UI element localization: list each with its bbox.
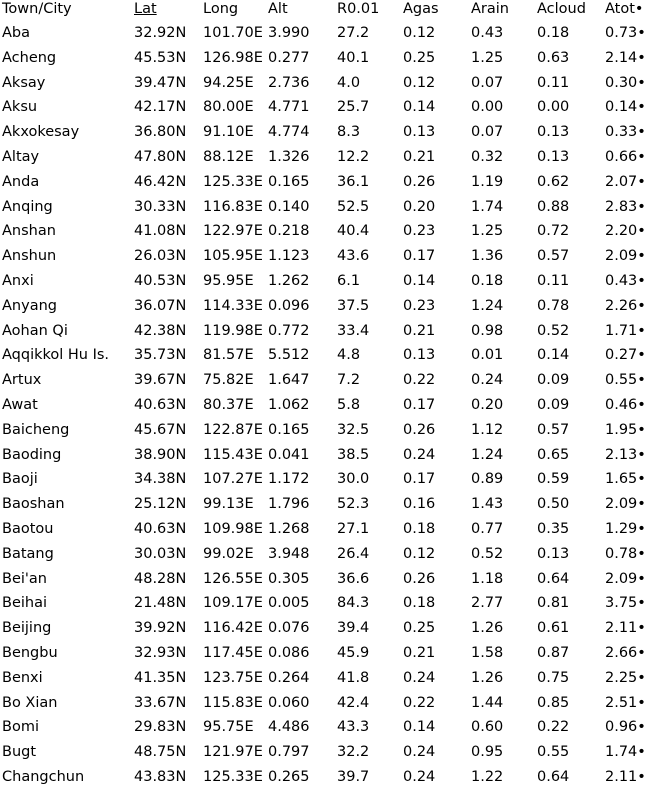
- cell-agas: 0.14: [403, 273, 436, 289]
- cell-atot: 1.65•: [605, 471, 646, 488]
- cell-lat: 34.38N: [134, 471, 187, 488]
- cell-lat: 30.03N: [134, 545, 187, 562]
- cell-acloud: 0.72: [537, 223, 570, 240]
- cell-alt: 1.062: [268, 397, 310, 413]
- cell-arain: 1.24: [471, 446, 504, 463]
- cell-town-city: Aohan Qi: [2, 322, 68, 339]
- cell-town-city: Acheng: [2, 49, 57, 66]
- cell-agas: 0.13: [403, 347, 436, 364]
- cell-long: 80.00E: [203, 99, 254, 116]
- cell-long: 109.17E: [203, 595, 263, 612]
- cell-agas: 0.23: [403, 223, 436, 240]
- cell-town-city: Batang: [2, 545, 54, 562]
- cell-long: 121.97E: [203, 744, 263, 761]
- cell-atot: 2.83•: [605, 198, 646, 215]
- cell-arain: 1.43: [471, 496, 504, 513]
- cell-acloud: 0.75: [537, 669, 570, 686]
- cell-town-city: Anqing: [2, 198, 53, 215]
- header-town-city: Town/City: [2, 1, 72, 17]
- cell-arain: 0.07: [471, 124, 504, 141]
- cell-town-city: Artux: [2, 372, 42, 389]
- cell-arain: 0.18: [471, 273, 504, 289]
- cell-r001: 39.7: [337, 769, 370, 785]
- cell-arain: 0.77: [471, 521, 504, 537]
- cell-town-city: Bugt: [2, 744, 37, 761]
- cell-r001: 45.9: [337, 645, 370, 661]
- cell-arain: 1.12: [471, 421, 504, 438]
- cell-alt: 1.647: [268, 372, 310, 389]
- cell-atot: 0.73•: [605, 25, 646, 41]
- cell-atot: 2.13•: [605, 446, 646, 463]
- cell-atot: 0.43•: [605, 273, 646, 289]
- cell-lat: 41.08N: [134, 223, 187, 240]
- cell-acloud: 0.13: [537, 545, 570, 562]
- cell-long: 115.83E: [203, 694, 263, 711]
- cell-atot: 1.74•: [605, 744, 646, 761]
- cell-agas: 0.17: [403, 471, 436, 488]
- cell-alt: 0.265: [268, 769, 310, 785]
- cell-town-city: Anda: [2, 173, 40, 190]
- cell-agas: 0.24: [403, 744, 436, 761]
- cell-atot: 2.11•: [605, 769, 646, 785]
- cell-r001: 84.3: [337, 595, 370, 612]
- cell-atot: 2.09•: [605, 496, 646, 513]
- cell-lat: 45.67N: [134, 421, 187, 438]
- cell-arain: 1.25: [471, 49, 504, 66]
- cell-acloud: 0.11: [537, 74, 570, 91]
- cell-alt: 0.041: [268, 446, 310, 463]
- cell-r001: 43.3: [337, 719, 370, 736]
- cell-arain: 1.74: [471, 198, 504, 215]
- cell-acloud: 0.00: [537, 99, 570, 116]
- cell-arain: 0.60: [471, 719, 504, 736]
- cell-alt: 0.060: [268, 694, 310, 711]
- cell-agas: 0.22: [403, 372, 436, 389]
- cell-long: 109.98E: [203, 521, 263, 537]
- cell-long: 107.27E: [203, 471, 263, 488]
- cell-long: 94.25E: [203, 74, 254, 91]
- cell-r001: 40.4: [337, 223, 370, 240]
- cell-town-city: Baicheng: [2, 421, 70, 438]
- cell-lat: 42.38N: [134, 322, 187, 339]
- cell-alt: 5.512: [268, 347, 310, 364]
- cell-r001: 37.5: [337, 297, 370, 314]
- cell-atot: 0.55•: [605, 372, 646, 389]
- cell-agas: 0.25: [403, 49, 436, 66]
- cell-lat: 39.47N: [134, 74, 187, 91]
- cell-agas: 0.17: [403, 397, 436, 413]
- cell-arain: 0.89: [471, 471, 504, 488]
- cell-long: 75.82E: [203, 372, 254, 389]
- cell-town-city: Changchun: [2, 769, 85, 785]
- cell-town-city: Anshun: [2, 248, 57, 265]
- cell-agas: 0.26: [403, 173, 436, 190]
- cell-alt: 0.264: [268, 669, 310, 686]
- cell-arain: 0.95: [471, 744, 504, 761]
- cell-lat: 40.63N: [134, 397, 187, 413]
- cell-long: 116.83E: [203, 198, 263, 215]
- cell-arain: 0.01: [471, 347, 504, 364]
- cell-lat: 39.92N: [134, 620, 187, 637]
- cell-r001: 52.3: [337, 496, 370, 513]
- cell-r001: 40.1: [337, 49, 370, 66]
- cell-r001: 39.4: [337, 620, 370, 637]
- cell-arain: 1.26: [471, 669, 504, 686]
- cell-alt: 0.797: [268, 744, 310, 761]
- cell-atot: 1.29•: [605, 521, 646, 537]
- cell-r001: 8.3: [337, 124, 361, 141]
- cell-town-city: Bei'an: [2, 570, 47, 587]
- cell-atot: 2.20•: [605, 223, 646, 240]
- cell-lat: 35.73N: [134, 347, 187, 364]
- cell-r001: 6.1: [337, 273, 361, 289]
- cell-atot: 2.07•: [605, 173, 646, 190]
- cell-alt: 0.140: [268, 198, 310, 215]
- cell-arain: 0.00: [471, 99, 504, 116]
- cell-long: 95.75E: [203, 719, 254, 736]
- cell-arain: 0.24: [471, 372, 504, 389]
- cell-atot: 1.71•: [605, 322, 646, 339]
- cell-arain: 0.43: [471, 25, 504, 41]
- header-agas: Agas: [403, 1, 439, 17]
- cell-alt: 2.736: [268, 74, 310, 91]
- cell-agas: 0.24: [403, 446, 436, 463]
- cell-long: 115.43E: [203, 446, 263, 463]
- header-lat-text: Lat: [134, 1, 157, 17]
- cell-agas: 0.12: [403, 74, 436, 91]
- cell-town-city: Aba: [2, 25, 31, 41]
- cell-agas: 0.18: [403, 521, 436, 537]
- cell-r001: 26.4: [337, 545, 370, 562]
- cell-long: 95.95E: [203, 273, 254, 289]
- cell-acloud: 0.78: [537, 297, 570, 314]
- cell-lat: 46.42N: [134, 173, 187, 190]
- cell-long: 91.10E: [203, 124, 254, 141]
- cell-alt: 0.165: [268, 421, 310, 438]
- header-r001: R0.01: [337, 1, 380, 17]
- cell-agas: 0.26: [403, 421, 436, 438]
- header-acloud: Acloud: [537, 1, 586, 17]
- cell-lat: 32.93N: [134, 645, 187, 661]
- cell-town-city: Aksay: [2, 74, 46, 91]
- cell-town-city: Baoshan: [2, 496, 65, 513]
- cell-lat: 25.12N: [134, 496, 187, 513]
- cell-arain: 1.58: [471, 645, 504, 661]
- cell-arain: 2.77: [471, 595, 504, 612]
- cell-town-city: Baoji: [2, 471, 38, 488]
- cell-lat: 47.80N: [134, 149, 187, 165]
- cell-town-city: Beijing: [2, 620, 52, 637]
- cell-town-city: Baotou: [2, 521, 54, 537]
- cell-r001: 41.8: [337, 669, 370, 686]
- cell-acloud: 0.09: [537, 397, 570, 413]
- cell-long: 125.33E: [203, 769, 263, 785]
- cell-atot: 2.66•: [605, 645, 646, 661]
- cell-lat: 40.53N: [134, 273, 187, 289]
- cell-atot: 0.33•: [605, 124, 646, 141]
- cell-arain: 0.32: [471, 149, 504, 165]
- cell-atot: 1.95•: [605, 421, 646, 438]
- cell-r001: 36.1: [337, 173, 370, 190]
- cell-town-city: Altay: [2, 149, 40, 165]
- cell-acloud: 0.81: [537, 595, 570, 612]
- cell-lat: 38.90N: [134, 446, 187, 463]
- cell-agas: 0.26: [403, 570, 436, 587]
- cell-lat: 41.35N: [134, 669, 187, 686]
- header-arain: Arain: [471, 1, 509, 17]
- cell-atot: 2.25•: [605, 669, 646, 686]
- cell-town-city: Aqqikkol Hu Is.: [2, 347, 110, 364]
- cell-arain: 1.25: [471, 223, 504, 240]
- cell-r001: 36.6: [337, 570, 370, 587]
- cell-agas: 0.13: [403, 124, 436, 141]
- cell-arain: 0.07: [471, 74, 504, 91]
- cell-lat: 42.17N: [134, 99, 187, 116]
- cell-acloud: 0.13: [537, 124, 570, 141]
- cell-r001: 25.7: [337, 99, 370, 116]
- cell-long: 99.02E: [203, 545, 254, 562]
- cell-alt: 1.268: [268, 521, 310, 537]
- cell-atot: 0.14•: [605, 99, 646, 116]
- cell-town-city: Beihai: [2, 595, 48, 612]
- cell-r001: 32.2: [337, 744, 370, 761]
- cell-arain: 1.19: [471, 173, 504, 190]
- cell-atot: 0.78•: [605, 545, 646, 562]
- cell-acloud: 0.62: [537, 173, 570, 190]
- cell-alt: 3.990: [268, 25, 310, 41]
- cell-lat: 32.92N: [134, 25, 187, 41]
- cell-agas: 0.24: [403, 669, 436, 686]
- cell-alt: 1.123: [268, 248, 310, 265]
- cell-alt: 4.774: [268, 124, 310, 141]
- cell-long: 99.13E: [203, 496, 254, 513]
- cell-town-city: Anyang: [2, 297, 57, 314]
- cell-acloud: 0.55: [537, 744, 570, 761]
- cell-long: 88.12E: [203, 149, 254, 165]
- cell-atot: 2.14•: [605, 49, 646, 66]
- cell-atot: 2.26•: [605, 297, 646, 314]
- cell-arain: 1.26: [471, 620, 504, 637]
- cell-long: 114.33E: [203, 297, 263, 314]
- cell-lat: 39.67N: [134, 372, 187, 389]
- cell-arain: 1.22: [471, 769, 504, 785]
- cell-atot: 0.96•: [605, 719, 646, 736]
- header-atot: Atot•: [605, 1, 644, 17]
- cell-acloud: 0.13: [537, 149, 570, 165]
- cell-long: 122.97E: [203, 223, 263, 240]
- cell-agas: 0.14: [403, 719, 436, 736]
- cell-lat: 30.33N: [134, 198, 187, 215]
- cell-lat: 40.63N: [134, 521, 187, 537]
- cell-long: 116.42E: [203, 620, 263, 637]
- cell-lat: 48.75N: [134, 744, 187, 761]
- cell-long: 80.37E: [203, 397, 254, 413]
- cell-agas: 0.25: [403, 620, 436, 637]
- cell-acloud: 0.14: [537, 347, 570, 364]
- cell-agas: 0.23: [403, 297, 436, 314]
- cell-arain: 0.98: [471, 322, 504, 339]
- cell-lat: 45.53N: [134, 49, 187, 66]
- header-lat: [134, 0, 157, 22]
- cell-lat: 26.03N: [134, 248, 187, 265]
- cell-r001: 4.0: [337, 74, 361, 91]
- cell-town-city: Akxokesay: [2, 124, 80, 141]
- header-long: Long: [203, 1, 239, 17]
- cell-atot: 0.66•: [605, 149, 646, 165]
- cell-agas: 0.14: [403, 99, 436, 116]
- cell-long: 119.98E: [203, 322, 263, 339]
- cell-acloud: 0.64: [537, 769, 570, 785]
- cell-lat: 33.67N: [134, 694, 187, 711]
- cell-agas: 0.21: [403, 645, 436, 661]
- cell-agas: 0.17: [403, 248, 436, 265]
- cell-atot: 0.27•: [605, 347, 646, 364]
- cell-lat: 36.07N: [134, 297, 187, 314]
- cell-acloud: 0.57: [537, 248, 570, 265]
- cell-alt: 4.486: [268, 719, 310, 736]
- cell-atot: 2.51•: [605, 694, 646, 711]
- cell-acloud: 0.88: [537, 198, 570, 215]
- cell-alt: 0.165: [268, 173, 310, 190]
- cell-atot: 0.30•: [605, 74, 646, 91]
- cell-atot: 2.11•: [605, 620, 646, 637]
- cell-arain: 1.36: [471, 248, 504, 265]
- cell-r001: 38.5: [337, 446, 370, 463]
- cell-acloud: 0.57: [537, 421, 570, 438]
- cell-lat: 21.48N: [134, 595, 187, 612]
- cell-r001: 5.8: [337, 397, 361, 413]
- cell-alt: 0.218: [268, 223, 310, 240]
- cell-alt: 1.326: [268, 149, 310, 165]
- cell-alt: 0.277: [268, 49, 310, 66]
- cell-lat: 48.28N: [134, 570, 187, 587]
- cell-agas: 0.20: [403, 198, 436, 215]
- cell-alt: 1.172: [268, 471, 310, 488]
- cell-acloud: 0.09: [537, 372, 570, 389]
- cell-acloud: 0.61: [537, 620, 570, 637]
- cell-r001: 42.4: [337, 694, 370, 711]
- cell-alt: 0.076: [268, 620, 310, 637]
- cell-agas: 0.12: [403, 25, 436, 41]
- cell-agas: 0.21: [403, 322, 436, 339]
- cell-alt: 0.096: [268, 297, 310, 314]
- cell-alt: 1.796: [268, 496, 310, 513]
- cell-long: 81.57E: [203, 347, 254, 364]
- cell-town-city: Benxi: [2, 669, 43, 686]
- cell-long: 125.33E: [203, 173, 263, 190]
- cell-long: 126.55E: [203, 570, 263, 587]
- cell-long: 101.70E: [203, 25, 263, 41]
- cell-alt: 0.305: [268, 570, 310, 587]
- cell-acloud: 0.65: [537, 446, 570, 463]
- cell-arain: 1.44: [471, 694, 504, 711]
- cell-agas: 0.18: [403, 595, 436, 612]
- cell-acloud: 0.85: [537, 694, 570, 711]
- cell-long: 105.95E: [203, 248, 263, 265]
- cell-arain: 1.18: [471, 570, 504, 587]
- cell-acloud: 0.22: [537, 719, 570, 736]
- cell-acloud: 0.11: [537, 273, 570, 289]
- cell-acloud: 0.63: [537, 49, 570, 66]
- cell-agas: 0.16: [403, 496, 436, 513]
- cell-acloud: 0.52: [537, 322, 570, 339]
- cell-agas: 0.22: [403, 694, 436, 711]
- cell-r001: 12.2: [337, 149, 370, 165]
- cell-r001: 32.5: [337, 421, 370, 438]
- cell-agas: 0.21: [403, 149, 436, 165]
- cell-arain: 0.52: [471, 545, 504, 562]
- cell-town-city: Awat: [2, 397, 38, 413]
- cell-r001: 52.5: [337, 198, 370, 215]
- cell-lat: 29.83N: [134, 719, 187, 736]
- cell-alt: 0.772: [268, 322, 310, 339]
- cell-alt: 0.005: [268, 595, 310, 612]
- cell-arain: 0.20: [471, 397, 504, 413]
- cell-r001: 33.4: [337, 322, 370, 339]
- cell-alt: 1.262: [268, 273, 310, 289]
- header-alt: Alt: [268, 1, 288, 17]
- cell-agas: 0.12: [403, 545, 436, 562]
- cell-arain: 1.24: [471, 297, 504, 314]
- cell-acloud: 0.18: [537, 25, 570, 41]
- cell-r001: 7.2: [337, 372, 361, 389]
- cell-alt: 3.948: [268, 545, 310, 562]
- cell-agas: 0.24: [403, 769, 436, 785]
- cell-long: 126.98E: [203, 49, 263, 66]
- cell-atot: 3.75•: [605, 595, 646, 612]
- cell-atot: 2.09•: [605, 570, 646, 587]
- cell-town-city: Bo Xian: [2, 694, 58, 711]
- cell-town-city: Anshan: [2, 223, 56, 240]
- cell-lat: 36.80N: [134, 124, 187, 141]
- cell-long: 117.45E: [203, 645, 263, 661]
- cell-long: 123.75E: [203, 669, 263, 686]
- cell-lat: 43.83N: [134, 769, 187, 785]
- cell-r001: 43.6: [337, 248, 370, 265]
- cell-atot: 0.46•: [605, 397, 646, 413]
- cell-town-city: Anxi: [2, 273, 34, 289]
- cell-acloud: 0.59: [537, 471, 570, 488]
- cell-long: 122.87E: [203, 421, 263, 438]
- cell-acloud: 0.35: [537, 521, 570, 537]
- cell-r001: 30.0: [337, 471, 370, 488]
- cell-town-city: Aksu: [2, 99, 38, 116]
- cell-r001: 27.1: [337, 521, 370, 537]
- cell-town-city: Baoding: [2, 446, 62, 463]
- cell-r001: 27.2: [337, 25, 370, 41]
- cell-acloud: 0.50: [537, 496, 570, 513]
- cell-acloud: 0.87: [537, 645, 570, 661]
- cell-alt: 0.086: [268, 645, 310, 661]
- cell-town-city: Bengbu: [2, 645, 58, 661]
- cell-atot: 2.09•: [605, 248, 646, 265]
- cell-r001: 4.8: [337, 347, 361, 364]
- cell-alt: 4.771: [268, 99, 310, 116]
- cell-acloud: 0.64: [537, 570, 570, 587]
- cell-town-city: Bomi: [2, 719, 39, 736]
